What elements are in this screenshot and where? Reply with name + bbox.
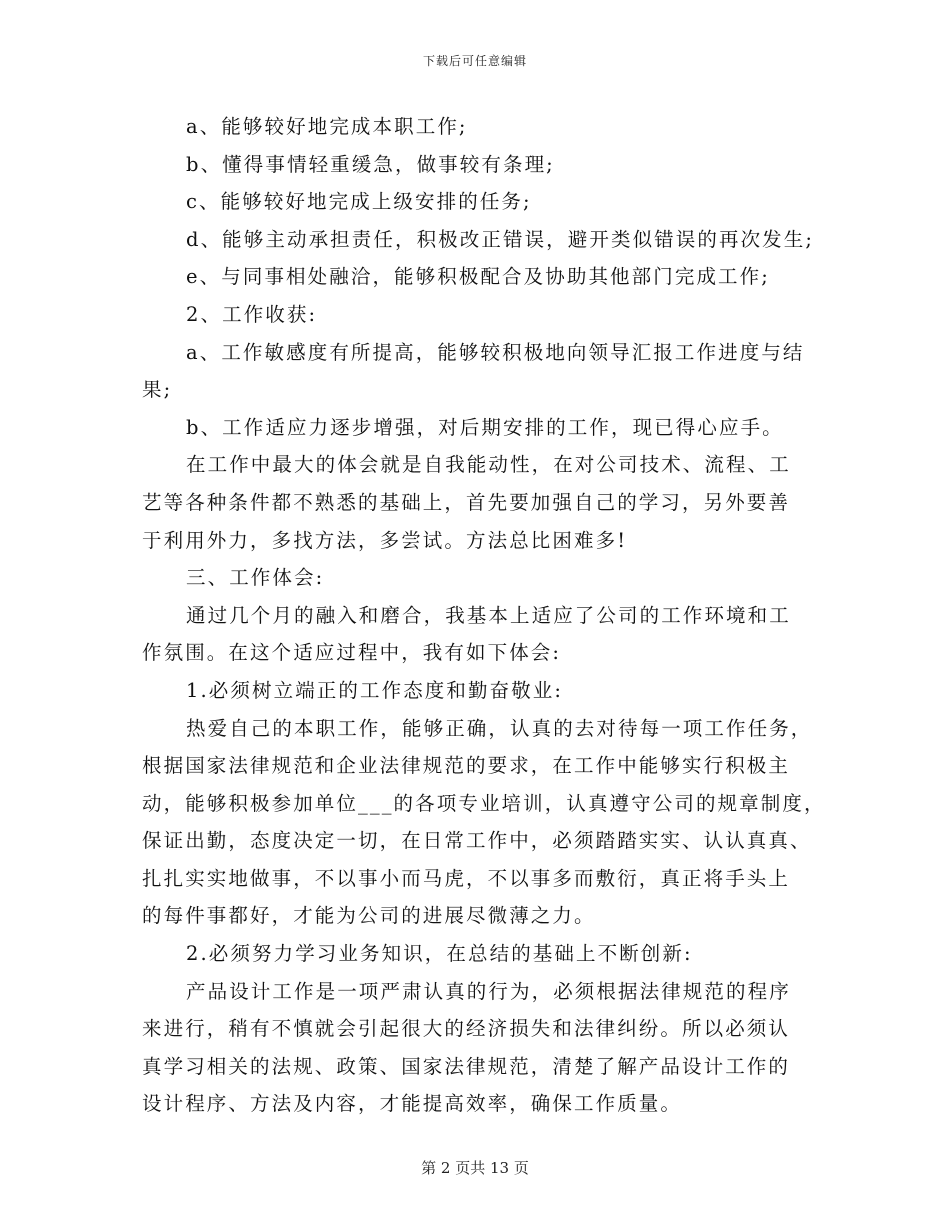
paragraph-line: 产品设计工作是一项严肃认真的行为，必须根据法律规范的程序 <box>186 979 791 1003</box>
paragraph-line: 热爱自己的本职工作，能够正确，认真的去对待每一项工作任务， <box>186 716 813 740</box>
paragraph-line: 在工作中最大的体会就是自我能动性，在对公司技术、流程、工 <box>186 453 791 477</box>
paragraph-line: 设计程序、方法及内容，才能提高效率，确保工作质量。 <box>142 1092 683 1116</box>
page-footer: 第 2 页共 13 页 <box>421 1159 529 1177</box>
paragraph-line: d、能够主动承担责任，积极改正错误，避开类似错误的再次发生; <box>186 227 815 251</box>
paragraph-line: 动，能够积极参加单位___的各项专业培训，认真遵守公司的规章制度， <box>142 791 826 815</box>
paragraph-line: 根据国家法律规范和企业法律规范的要求，在工作中能够实行积极主 <box>142 754 791 778</box>
section-heading: 三、工作体会: <box>186 566 325 590</box>
paragraph-line: 作氛围。在这个适应过程中，我有如下体会: <box>142 641 562 665</box>
paragraph-line: e、与同事相处融洽，能够积极配合及协助其他部门完成工作; <box>186 265 770 289</box>
subsection-heading: 1.必须树立端正的工作态度和勤奋敬业: <box>186 678 564 702</box>
paragraph-line: 通过几个月的融入和磨合，我基本上适应了公司的工作环境和工 <box>186 603 791 627</box>
document-body <box>142 108 826 1123</box>
paragraph-line: 的每件事都好，才能为公司的进展尽微薄之力。 <box>142 904 596 928</box>
paragraph-line: 真学习相关的法规、政策、国家法律规范，清楚了解产品设计工作的 <box>142 1054 791 1078</box>
paragraph-line: a、工作敏感度有所提高，能够较积极地向领导汇报工作进度与结 <box>186 340 805 364</box>
section-heading: 2、工作收获: <box>186 302 318 326</box>
paragraph-line: 保证出勤，态度决定一切，在日常工作中，必须踏踏实实、认认真真、 <box>142 829 812 853</box>
paragraph-line: b、工作适应力逐步增强，对后期安排的工作，现已得心应手。 <box>186 415 784 439</box>
paragraph-line: 艺等各种条件都不熟悉的基础上，首先要加强自己的学习，另外要善 <box>142 490 791 514</box>
paragraph-line: 果; <box>142 378 173 402</box>
paragraph-line: 来进行，稍有不慎就会引起很大的经济损失和法律纠纷。所以必须认 <box>142 1017 791 1041</box>
paragraph-line: b、懂得事情轻重缓急，做事较有条理; <box>186 152 555 176</box>
paragraph-line: 于利用外力，多找方法，多尝试。方法总比困难多! <box>142 528 628 552</box>
paragraph-line: 扎扎实实地做事，不以事小而马虎，不以事多而敷衍，真正将手头上 <box>142 866 791 890</box>
subsection-heading: 2.必须努力学习业务知识，在总结的基础上不断创新: <box>186 942 693 966</box>
paragraph-line: a、能够较好地完成本职工作; <box>186 115 468 138</box>
page-header: 下载后可任意编辑 <box>422 54 527 68</box>
paragraph-line: c、能够较好地完成上级安排的任务; <box>186 190 532 214</box>
